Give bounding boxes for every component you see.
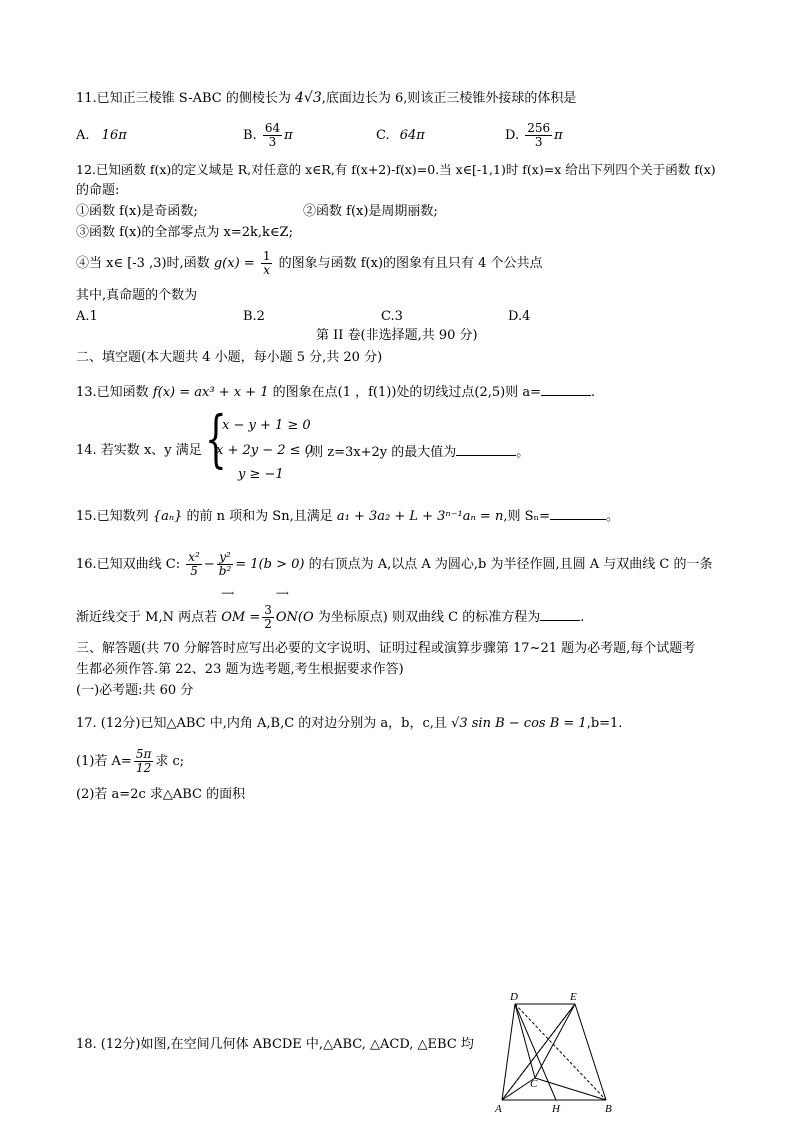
q16-x-den: 5 (190, 564, 198, 578)
q17-p1-text-a: (1)若 A= (76, 754, 132, 769)
q15 (76, 507, 619, 525)
q11-option-b-den: 3 (268, 135, 277, 149)
vertex-d-label: D (510, 991, 518, 1003)
q12-option-d: D.4 (508, 309, 531, 324)
q11-option-d (505, 118, 563, 154)
q16-line1: 16.已知双曲线 C: $\frac{\text{x²}}{5}$ − $\frac{\text{y²}}{\text{b²}}$ = 1(b > 0) 的右顶点为 A,以点 A 为圆心,b 为半径作圆,且圆 A 与双曲线 C 的一条 (76, 550, 713, 578)
vertex-h-label: H (552, 1103, 560, 1115)
q11-option-d-den: 3 (534, 135, 543, 149)
q12-line1: 12.已知函数 f(x)的定义域是 R,对任意的 x∈R,有 f(x+2)-f(x)=0.当 x∈[-1,1)时 f(x)=x 给出下列四个关于函数 f(x) (76, 162, 716, 177)
q18-figure (490, 988, 620, 1118)
q11-option-b-frac (263, 122, 282, 149)
q14-end: 。 (516, 445, 530, 460)
q12-p4-text-a: ④当 x∈ [-3 ,3)时,函数 (76, 256, 210, 271)
q16-y-frac (217, 551, 234, 578)
q11-option-b-num: 64 (264, 121, 281, 135)
q17-p1-text-b: 求 c; (155, 754, 185, 769)
q12-line2: 的命题: (76, 183, 120, 198)
q17-expression: √3 sin B − cos B = 1 (451, 716, 587, 731)
q16-vector-om (221, 589, 246, 636)
fill-in-header: 二、填空题(本大题共 4 小题，每小题 5 分,共 20 分) (76, 350, 383, 365)
q13: 13.已知函数 f(x) = ax³ + x + 1 的图象在点(1 ，f(1))处的切线过点(2,5)则 a= . (76, 385, 596, 400)
q15-end: 。 (606, 509, 620, 524)
q12-proposition-1: ①函数 f(x)是奇函数; (76, 204, 198, 219)
vertex-c-label: C (530, 1078, 538, 1090)
q13-answer-blank (541, 383, 591, 396)
q12-p4-den: x (263, 263, 271, 277)
q11-stem-value: 4√3 (294, 90, 322, 106)
q11-option-b-label: B. (243, 128, 257, 143)
q17-part1 (76, 744, 184, 780)
q16-coef-frac (262, 604, 274, 631)
q16-text-a: 16.已知双曲线 C: (76, 557, 181, 572)
q16-om: OM (221, 610, 246, 625)
q17-p1-den: 12 (135, 761, 152, 775)
q11-option-c-label: C. (376, 128, 390, 143)
q14-question: ,则 z=3x+2y 的最大值为 (306, 445, 457, 460)
q15-sequence: {aₙ} (152, 509, 183, 524)
q12-proposition-4 (76, 246, 543, 282)
q14-constraint-3: y ≥ −1 (238, 467, 284, 482)
q11-option-b (243, 118, 293, 154)
q14-text-a: 14. 若实数 x、y 满足 (76, 443, 202, 458)
q12-ask: 其中,真命题的个数为 (76, 288, 198, 303)
q16-x-num: x² (188, 550, 200, 564)
q12-option-b: B.2 (243, 309, 265, 324)
q12-p4-function: g(x) = (213, 256, 255, 271)
q17-text-a: 17. (12分)已知△ABC 中,内角 A,B,C 的对边分别为 a，b，c,且 (76, 716, 447, 731)
q11-option-d-frac (525, 122, 552, 149)
edge-eb (575, 1004, 606, 1100)
section-3-line2: 生都必须作答.第 22、23 题为选考题,考生根据要求作答) (76, 662, 404, 677)
q16-x-frac (186, 551, 202, 578)
q14-brace: { (205, 402, 227, 475)
q11-option-d-label: D. (505, 128, 520, 143)
vertex-a-label: A (495, 1103, 502, 1115)
q11-option-a-label: A. (76, 128, 90, 143)
q15-text-c: ,则 Sₙ= (503, 509, 551, 524)
q11-option-c-text: 64π (399, 128, 425, 143)
q12-p4-frac (261, 250, 273, 277)
q16-equals: = (249, 610, 261, 625)
q15-answer-blank (550, 507, 606, 520)
q17-text-b: ,b=1. (586, 716, 623, 731)
q17-part2: (2)若 a=2c 求△ABC 的面积 (76, 787, 246, 802)
section-3-line3: (一)必考题:共 60 分 (76, 683, 194, 698)
section-2-title: 第 II 卷(非选择题,共 90 分) (316, 328, 478, 343)
q16-line2 (76, 589, 585, 636)
q16-text-d: 为坐标原点) 则双曲线 C 的标准方程为 (317, 610, 541, 625)
vector-arrow-icon: ⟶ (221, 589, 234, 599)
q17-p1-frac (134, 748, 154, 775)
edge-dc (515, 1004, 535, 1078)
q15-text-a: 15.已知数列 (76, 509, 149, 524)
edge-ec (535, 1004, 575, 1078)
q14-text-b (306, 443, 529, 461)
q18-stem: 18. (12分)如图,在空间几何体 ABCDE 中,△ABC, △ACD, △EBC 均 (76, 1037, 474, 1052)
q11-option-a (76, 128, 127, 144)
q16-condition: = 1(b > 0) (235, 557, 305, 572)
q16-y-den: b² (218, 564, 232, 578)
q12-option-c: C.3 (381, 309, 403, 324)
q14-constraint-1: x − y + 1 ≥ 0 (222, 418, 311, 433)
q11-stem-text: 11.已知正三棱锥 S-ABC 的侧棱长为 (76, 91, 291, 106)
q12-proposition-3: ③函数 f(x)的全部零点为 x=2k,k∈Z; (76, 225, 293, 240)
q12-proposition-2: ②函数 f(x)是周期丽数; (303, 204, 438, 219)
section-3-line1: 三、解答题(共 70 分解答时应写出必要的文字说明、证明过程或演算步骤第 17~21 题为必考题,每个试题考 (76, 641, 696, 656)
q13-text-b: 的图象在点(1 ，f(1))处的切线过点(2,5)则 a= (272, 385, 541, 400)
q12-option-a: A.1 (76, 309, 98, 324)
q12-p4-text-b: 的图象与函数 f(x)的图象有且只有 4 个公共点 (278, 256, 543, 271)
q17-stem (76, 716, 622, 732)
q16-end: . (580, 610, 585, 625)
q16-text-b: 的右顶点为 A,以点 A 为圆心,b 为半径作圆,且圆 A 与双曲线 C 的一条 (308, 557, 713, 572)
q16-coef-num: 3 (264, 603, 272, 617)
q11-option-b-pi: π (284, 128, 293, 143)
q16-text-c: 渐近线交于 M,N 两点若 (76, 610, 218, 625)
q16-vector-on (275, 589, 314, 636)
q16-on: ON(O (275, 610, 314, 625)
q11-option-d-pi: π (554, 128, 563, 143)
q16-answer-blank (540, 608, 580, 621)
q13-function: f(x) = ax³ + x + 1 (152, 385, 269, 400)
q16-coef-den: 2 (264, 617, 272, 631)
q14-answer-blank (456, 443, 516, 456)
q11-option-d-num: 256 (527, 121, 551, 135)
q11-option-c (376, 128, 425, 144)
q11-stem-rest: ,底面边长为 6,则该正三棱锥外接球的体积是 (321, 91, 577, 106)
q11-stem (76, 90, 576, 107)
q11-option-a-text: 16π (101, 128, 127, 143)
q12-p4-num: 1 (262, 249, 271, 263)
q15-expression: a₁ + 3a₂ + L + 3ⁿ⁻¹aₙ = n (336, 509, 504, 524)
q14-constraint-2: x + 2y − 2 ≤ 0 (216, 443, 313, 458)
vector-arrow-icon: ⟶ (275, 589, 288, 599)
vertex-e-label: E (570, 991, 577, 1003)
q13-text-a: 13.已知函数 (76, 385, 149, 400)
q16-y-num: y² (217, 551, 234, 565)
q15-text-b: 的前 n 项和为 Sn,且满足 (186, 509, 333, 524)
q17-p1-num: 5π (135, 747, 152, 761)
vertex-b-label: B (605, 1103, 612, 1115)
